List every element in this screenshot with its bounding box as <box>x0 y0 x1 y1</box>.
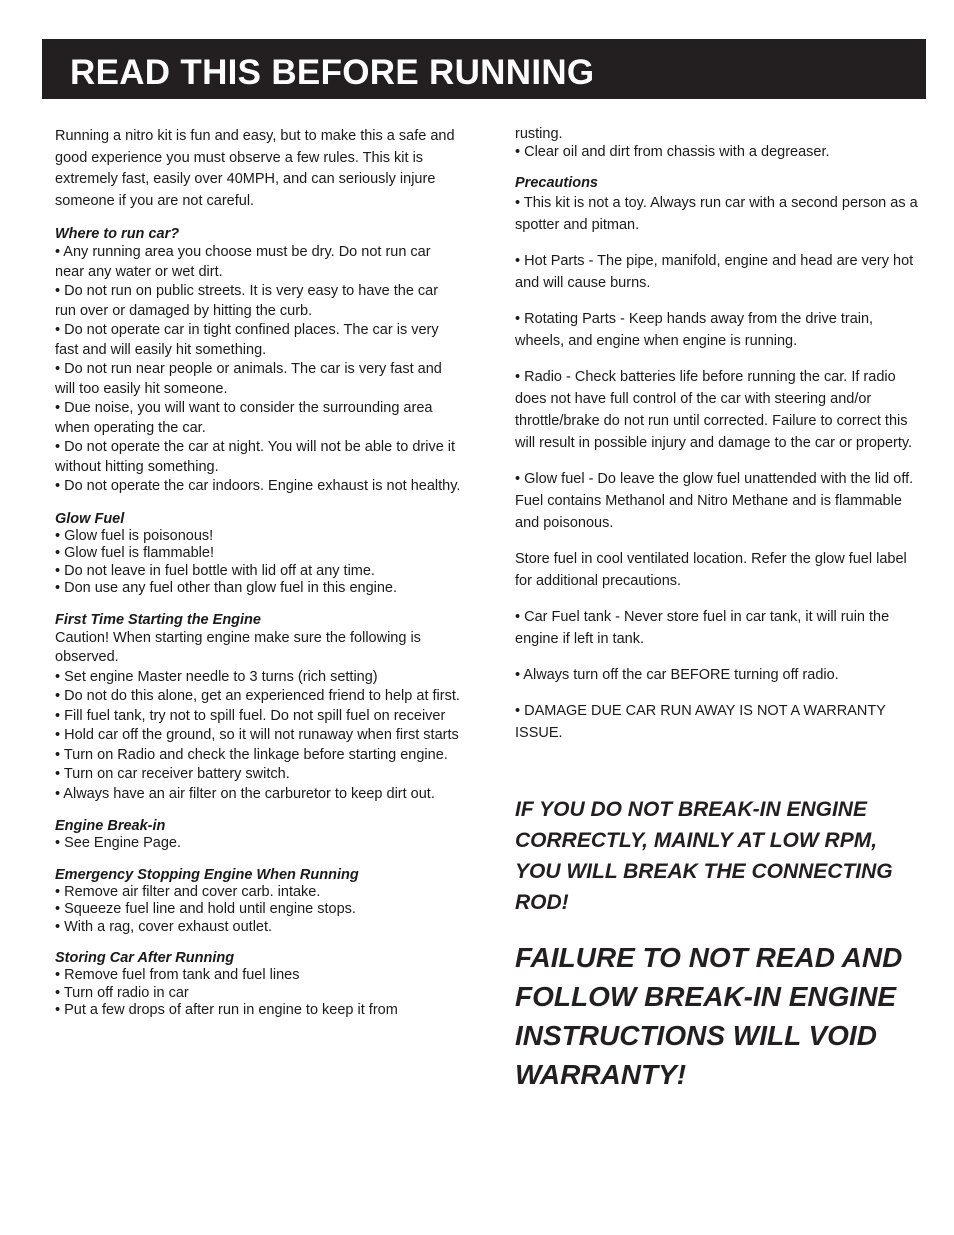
left-column <box>55 126 461 1033</box>
list-item: • Rotating Parts - Keep hands away from the drive train, wheels, and engine when engine is running. <box>515 311 874 349</box>
list-item: • Squeeze fuel line and hold until engine stops. <box>55 901 356 917</box>
list-item: • This kit is not a toy. Always run car with a second person as a spotter and pitman. <box>515 195 918 233</box>
title-banner <box>42 39 926 99</box>
section-emergency-stopping <box>55 866 461 937</box>
list-item: • Remove fuel from tank and fuel lines <box>55 967 300 983</box>
list-item: • Radio - Check batteries life before running the car. If radio does not have full control of the car with steering and/or throttle/brake do not run until corrected. Failure to correct this will result in possible injury and damage to the car or property. <box>515 369 913 451</box>
list-item: • Do not operate the car indoors. Engine exhaust is not healthy. <box>55 478 461 494</box>
list-item: • Put a few drops of after run in engine to keep it from <box>55 1002 398 1018</box>
section-heading: Engine Break-in <box>55 818 166 834</box>
warranty-warning: FAILURE TO NOT READ AND FOLLOW BREAK-IN ENGINE INSTRUCTIONS WILL VOID WARRANTY! <box>515 942 903 1090</box>
list-item: • Do not operate the car at night. You will not be able to drive it without hitting something. <box>55 439 456 475</box>
list-item: • Due noise, you will want to consider the surrounding area when operating the car. <box>55 400 433 436</box>
list-item: • Turn on car receiver battery switch. <box>55 766 290 782</box>
section-heading: Where to run car? <box>55 226 180 242</box>
break-in-warning: IF YOU DO NOT BREAK-IN ENGINE CORRECTLY, MAINLY AT LOW RPM, YOU WILL BREAK THE CONNECTING ROD! <box>515 798 893 914</box>
section-where-to-run <box>55 225 461 497</box>
list-item: • Glow fuel is poisonous! <box>55 527 214 544</box>
list-item: • Always turn off the car BEFORE turning off radio. <box>515 667 839 683</box>
list-item: Caution! When starting engine make sure the following is observed. <box>55 629 421 665</box>
section-heading: First Time Starting the Engine <box>55 611 261 628</box>
list-item: Store fuel in cool ventilated location. Refer the glow fuel label for additional precautions. <box>515 551 907 589</box>
section-storing-car-continued <box>515 126 925 161</box>
list-item: • Fill fuel tank, try not to spill fuel. Do not spill fuel on receiver <box>55 707 446 724</box>
section-glow-fuel <box>55 510 461 598</box>
list-item: • Do not operate car in tight confined places. The car is very fast and will easily hit something. <box>55 322 439 358</box>
list-item: • Set engine Master needle to 3 turns (rich setting) <box>55 668 378 685</box>
list-item: • Glow fuel - Do leave the glow fuel unattended with the lid off. Fuel contains Methanol and Nitro Methane and is flammable and poisonous. <box>515 471 914 531</box>
section-heading: Emergency Stopping Engine When Running <box>55 866 359 883</box>
section-heading: Storing Car After Running <box>55 950 235 966</box>
list-item: • Remove air filter and cover carb. intake. <box>55 883 321 900</box>
section-heading: Precautions <box>515 175 598 191</box>
list-item: • Always have an air filter on the carburetor to keep dirt out. <box>55 785 435 802</box>
section-precautions <box>515 174 925 744</box>
list-item: • Hold car off the ground, so it will not runaway when first starts <box>55 727 459 743</box>
page-title: READ THIS BEFORE RUNNING <box>70 53 595 92</box>
list-item: • Any running area you choose must be dry. Do not run car near any water or wet dirt. <box>55 244 431 280</box>
list-item: rusting. <box>515 126 563 142</box>
section-first-time-starting <box>55 611 461 805</box>
right-column <box>515 126 925 1094</box>
section-engine-break-in <box>55 817 461 853</box>
list-item: • Do not run near people or animals. The car is very fast and will too easily hit someone. <box>55 361 442 397</box>
list-item: • With a rag, cover exhaust outlet. <box>55 918 273 935</box>
section-heading: Glow Fuel <box>55 510 125 527</box>
list-item: • Glow fuel is flammable! <box>55 545 214 561</box>
list-item: • Turn off radio in car <box>55 984 189 1001</box>
list-item: • Don use any fuel other than glow fuel in this engine. <box>55 580 398 596</box>
list-item: • Do not do this alone, get an experienced friend to help at first. <box>55 688 460 704</box>
list-item: • Clear oil and dirt from chassis with a degreaser. <box>515 143 830 160</box>
list-item: • Car Fuel tank - Never store fuel in car tank, it will ruin the engine if left in tank. <box>515 609 890 647</box>
list-item: • Do not leave in fuel bottle with lid off at any time. <box>55 562 375 579</box>
list-item: • Do not run on public streets. It is very easy to have the car run over or damaged by hitting the curb. <box>55 283 439 319</box>
list-item: • Hot Parts - The pipe, manifold, engine and head are very hot and will cause burns. <box>515 253 914 291</box>
list-item: • Turn on Radio and check the linkage before starting engine. <box>55 746 448 763</box>
intro-paragraph: Running a nitro kit is fun and easy, but to make this a safe and good experience you must observe a few rules. This kit is extremely fast, easily over 40MPH, and can seriously injure someone if you are not careful. <box>55 128 455 209</box>
section-storing-car <box>55 949 461 1020</box>
list-item: • See Engine Page. <box>55 835 182 851</box>
list-item: • DAMAGE DUE CAR RUN AWAY IS NOT A WARRANTY ISSUE. <box>515 703 886 741</box>
